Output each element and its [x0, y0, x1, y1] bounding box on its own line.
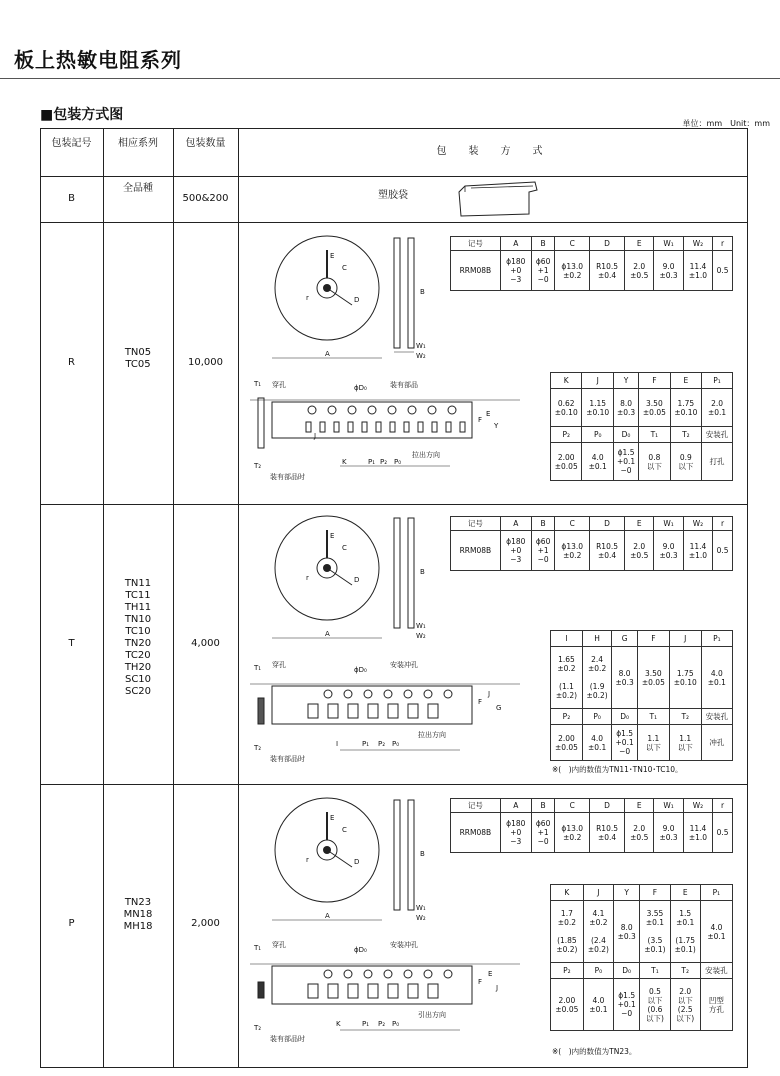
tape-p-p2: P₂: [378, 1020, 386, 1028]
reel-r-v8: 0.5: [713, 251, 733, 291]
tape-r-when-mounted: 装有部品时: [270, 473, 305, 481]
tape-p-t2: T₂: [254, 1024, 262, 1032]
reel-r-h0: 记号: [451, 237, 501, 251]
reel-r-v1: ϕ180 +0 −3: [500, 251, 531, 291]
tape-r-mounted: 装有部品: [390, 381, 418, 389]
tape-r-e: E: [486, 410, 491, 418]
row-b-series: 全品種: [123, 183, 153, 194]
row-r-code: R: [68, 357, 75, 368]
tape-p-mounting-hole: 安装冲孔: [390, 941, 418, 949]
tape-r-j: J: [314, 432, 317, 440]
tape-r-v1-5: 2.0 ±0.1: [702, 389, 733, 427]
reel-r-h1: A: [500, 237, 531, 251]
tape-r-hole: 穿孔: [272, 381, 286, 389]
reel-t-v7: 11.4 ±1.0: [683, 531, 712, 571]
tape-t-g: G: [496, 704, 502, 712]
reel-r-v4: R10.5 ±0.4: [590, 251, 625, 291]
reel-t-h1: A: [500, 517, 531, 531]
tape-p-t1: T₁: [254, 944, 262, 952]
reel-r-label-c: C: [342, 264, 347, 272]
tape-p-v1-5: 4.0 ±0.1: [700, 901, 732, 963]
tape-spec-table-r: [550, 372, 733, 481]
reel-p-h7: W₂: [683, 799, 712, 813]
tape-t-h1-1: H: [582, 631, 611, 647]
tape-r-v1-2: 8.0 ±0.3: [613, 389, 638, 427]
tape-r-v2-5: 打孔: [702, 443, 733, 481]
reel-p-label-r: r: [306, 856, 309, 864]
tape-r-p1: P₁: [368, 458, 376, 466]
header-qty: 包装数量: [185, 138, 226, 149]
reel-r-label-w1: W₁: [416, 342, 426, 350]
row-p-qty: 2,000: [191, 918, 220, 929]
tape-r-p0: P₀: [394, 458, 402, 466]
tape-t-v2-3: 1.1 以下: [637, 725, 669, 761]
tape-p-h2-3: T₁: [640, 963, 670, 979]
reel-p-label-d: D: [354, 858, 360, 866]
row-t-qty: 4,000: [191, 638, 220, 649]
reel-r-h6: W₁: [654, 237, 683, 251]
reel-t-v5: 2.0 ±0.5: [625, 531, 654, 571]
tape-t-note: ※( )内的数值为TN11･TN10･TC10。: [552, 765, 683, 774]
reel-p-label-w2: W₂: [416, 914, 426, 922]
tape-t-p0: P₀: [392, 740, 400, 748]
tape-t-v2-0: 2.00 ±0.05: [551, 725, 583, 761]
reel-r-label-d: D: [354, 296, 360, 304]
row-p-series: TN23 MN18 MH18: [123, 897, 153, 932]
reel-t-h8: r: [713, 517, 733, 531]
tape-spec-table-p: [550, 884, 733, 1031]
reel-t-h7: W₂: [683, 517, 712, 531]
reel-r-h7: W₂: [683, 237, 712, 251]
tape-p-v2-4: 2.0 以下 (2.5 以下): [670, 979, 700, 1031]
tape-p-e: E: [488, 970, 493, 978]
reel-p-label-a: A: [325, 912, 330, 920]
tape-p-h2-2: D₀: [614, 963, 640, 979]
reel-p-h2: B: [531, 799, 555, 813]
reel-p-label-e: E: [330, 814, 335, 822]
tape-r-d0: ϕD₀: [354, 384, 367, 392]
tape-t-h1-5: P₁: [701, 631, 732, 647]
tape-r-h1-1: J: [582, 373, 613, 389]
reel-r-label-b: B: [420, 288, 425, 296]
reel-drawing-t: [262, 510, 442, 650]
tape-t-v2-5: 冲孔: [701, 725, 732, 761]
tape-r-v2-0: 2.00 ±0.05: [551, 443, 582, 481]
reel-p-v4: R10.5 ±0.4: [590, 813, 625, 853]
tape-p-hole: 穿孔: [272, 941, 286, 949]
tape-t-f: F: [478, 698, 483, 706]
unit-note: 单位：mm Unit：mm: [682, 119, 770, 128]
tape-r-p2: P₂: [380, 458, 388, 466]
tape-t-hole: 穿孔: [272, 661, 286, 669]
reel-t-label-c: C: [342, 544, 347, 552]
tape-t-h2-3: T₁: [637, 709, 669, 725]
tape-r-f: F: [478, 416, 483, 424]
tape-p-v1-3: 3.55 ±0.1 (3.5 ±0.1): [640, 901, 670, 963]
tape-t-v1-2: 8.0 ±0.3: [612, 647, 638, 709]
tape-r-h2-3: T₁: [639, 427, 670, 443]
tape-r-h1-5: P₁: [702, 373, 733, 389]
row-b-code: B: [68, 193, 75, 204]
reel-t-label-d: D: [354, 576, 360, 584]
tape-t-h2-5: 安装孔: [701, 709, 732, 725]
reel-t-v3: ϕ13.0 ±0.2: [555, 531, 590, 571]
reel-t-h6: W₁: [654, 517, 683, 531]
tape-p-h2-0: P₂: [551, 963, 584, 979]
reel-t-label-e: E: [330, 532, 335, 540]
tape-spec-table-t: [550, 630, 733, 761]
reel-t-h2: B: [531, 517, 555, 531]
reel-r-v6: 9.0 ±0.3: [654, 251, 683, 291]
header-series: 相应系列: [118, 138, 158, 149]
reel-t-label-a: A: [325, 630, 330, 638]
tape-p-h1-2: Y: [614, 885, 640, 901]
tape-t-t1: T₁: [254, 664, 262, 672]
reel-p-label-w1: W₁: [416, 904, 426, 912]
tape-p-v1-2: 8.0 ±0.3: [614, 901, 640, 963]
tape-t-h1-4: J: [669, 631, 701, 647]
plastic-bag-drawing: [455, 178, 545, 220]
reel-p-h1: A: [500, 799, 531, 813]
reel-drawing-r: [262, 230, 442, 370]
reel-p-v1: ϕ180 +0 −3: [500, 813, 531, 853]
tape-t-v2-1: 4.0 ±0.1: [582, 725, 611, 761]
tape-r-h2-4: T₂: [670, 427, 701, 443]
reel-t-h4: D: [590, 517, 625, 531]
tape-r-v2-4: 0.9 以下: [670, 443, 701, 481]
tape-t-p1: P₁: [362, 740, 370, 748]
tape-r-h1-3: F: [639, 373, 670, 389]
reel-p-label-c: C: [342, 826, 347, 834]
tape-p-j: J: [496, 984, 499, 992]
tape-r-h1-4: E: [670, 373, 701, 389]
reel-p-v8: 0.5: [713, 813, 733, 853]
tape-r-v2-3: 0.8 以下: [639, 443, 670, 481]
reel-t-label-w1: W₁: [416, 622, 426, 630]
tape-p-h1-0: K: [551, 885, 584, 901]
reel-r-label-a: A: [325, 350, 330, 358]
tape-p-h1-4: E: [670, 885, 700, 901]
tape-t-v1-5: 4.0 ±0.1: [701, 647, 732, 709]
tape-t-v2-2: ϕ1.5 +0.1 −0: [612, 725, 638, 761]
tape-p-v2-2: ϕ1.5 +0.1 −0: [614, 979, 640, 1031]
tape-t-h1-0: I: [551, 631, 583, 647]
section-title: ■包装方式图: [40, 107, 124, 123]
tape-r-v2-2: ϕ1.5 +0.1 −0: [613, 443, 638, 481]
header-method: 包 装 方 式: [436, 146, 549, 157]
tape-drawing-r: [250, 378, 530, 488]
tape-p-v1-1: 4.1 ±0.2 (2.4 ±0.2): [583, 901, 613, 963]
tape-p-h2-5: 安装孔: [700, 963, 732, 979]
row-b-method: 塑胶袋: [378, 190, 408, 201]
reel-p-label-b: B: [420, 850, 425, 858]
tape-p-h2-1: P₀: [583, 963, 613, 979]
tape-t-mounting-hole: 安装冲孔: [390, 661, 418, 669]
tape-r-h2-1: P₀: [582, 427, 613, 443]
tape-t-h1-3: F: [637, 631, 669, 647]
reel-r-h3: C: [555, 237, 590, 251]
tape-r-t2: T₂: [254, 462, 262, 470]
reel-p-v7: 11.4 ±1.0: [683, 813, 712, 853]
tape-p-v2-3: 0.5 以下 (0.6 以下): [640, 979, 670, 1031]
tape-r-h1-2: Y: [613, 373, 638, 389]
tape-r-t1: T₁: [254, 380, 262, 388]
tape-drawing-t: [250, 658, 530, 768]
row-b-qty: 500&200: [182, 193, 229, 204]
row-t-code: T: [68, 638, 75, 649]
reel-p-v6: 9.0 ±0.3: [654, 813, 683, 853]
reel-p-v5: 2.0 ±0.5: [625, 813, 654, 853]
tape-p-h1-5: P₁: [700, 885, 732, 901]
reel-drawing-p: [262, 792, 442, 932]
tape-t-h1-2: G: [612, 631, 638, 647]
tape-p-p0: P₀: [392, 1020, 400, 1028]
tape-r-pull-dir: 拉出方向: [412, 451, 440, 459]
row-r-qty: 10,000: [188, 357, 223, 368]
reel-p-h6: W₁: [654, 799, 683, 813]
tape-t-v1-0: 1.65 ±0.2 (1.1 ±0.2): [551, 647, 583, 709]
reel-r-h2: B: [531, 237, 555, 251]
tape-t-v1-4: 1.75 ±0.10: [669, 647, 701, 709]
reel-spec-table-p: [450, 798, 733, 853]
reel-r-v2: ϕ60 +1 −0: [531, 251, 555, 291]
tape-p-v1-0: 1.7 ±0.2 (1.85 ±0.2): [551, 901, 584, 963]
tape-t-h2-1: P₀: [582, 709, 611, 725]
tape-p-v1-4: 1.5 ±0.1 (1.75 ±0.1): [670, 901, 700, 963]
tape-t-h2-2: D₀: [612, 709, 638, 725]
tape-p-v2-0: 2.00 ±0.05: [551, 979, 584, 1031]
row-r-series: TN05 TC05: [124, 347, 152, 370]
tape-t-p2: P₂: [378, 740, 386, 748]
tape-drawing-p: [250, 938, 530, 1048]
reel-p-h8: r: [713, 799, 733, 813]
tape-r-h2-2: D₀: [613, 427, 638, 443]
reel-t-v1: ϕ180 +0 −3: [500, 531, 531, 571]
page-title: 板上热敏电阻系列: [14, 48, 182, 72]
tape-r-h1-0: K: [551, 373, 582, 389]
tape-p-v2-1: 4.0 ±0.1: [583, 979, 613, 1031]
reel-t-label-w2: W₂: [416, 632, 426, 640]
reel-t-v2: ϕ60 +1 −0: [531, 531, 555, 571]
reel-p-h3: C: [555, 799, 590, 813]
reel-p-v2: ϕ60 +1 −0: [531, 813, 555, 853]
tape-p-p1: P₁: [362, 1020, 370, 1028]
tape-t-t2: T₂: [254, 744, 262, 752]
tape-t-j: J: [488, 690, 491, 698]
tape-t-v1-3: 3.50 ±0.05: [637, 647, 669, 709]
reel-p-h5: E: [625, 799, 654, 813]
reel-t-h3: C: [555, 517, 590, 531]
tape-p-h2-4: T₂: [670, 963, 700, 979]
tape-r-v1-0: 0.62 ±0.10: [551, 389, 582, 427]
reel-spec-table-t: [450, 516, 733, 571]
tape-r-v1-1: 1.15 ±0.10: [582, 389, 613, 427]
tape-p-h1-1: J: [583, 885, 613, 901]
reel-r-label-e: E: [330, 252, 335, 260]
tape-t-h2-0: P₂: [551, 709, 583, 725]
tape-t-v2-4: 1.1 以下: [669, 725, 701, 761]
row-t-series: TN11 TC11 TH11 TN10 TC10 TN20 TC20 TH20 SC10 SC20: [124, 578, 152, 697]
reel-t-h5: E: [625, 517, 654, 531]
reel-r-h8: r: [713, 237, 733, 251]
reel-r-label-r: r: [306, 294, 309, 302]
reel-r-h5: E: [625, 237, 654, 251]
reel-p-v3: ϕ13.0 ±0.2: [555, 813, 590, 853]
reel-r-label-w2: W₂: [416, 352, 426, 360]
reel-r-v0: RRM08B: [451, 251, 501, 291]
reel-r-v5: 2.0 ±0.5: [625, 251, 654, 291]
tape-t-when-mounted: 装有部品时: [270, 755, 305, 763]
tape-r-v1-3: 3.50 ±0.05: [639, 389, 670, 427]
tape-t-d0: ϕD₀: [354, 666, 367, 674]
tape-p-lead-dir: 引出方向: [418, 1011, 446, 1019]
row-p-code: P: [68, 918, 75, 929]
tape-p-h1-3: F: [640, 885, 670, 901]
reel-r-h4: D: [590, 237, 625, 251]
reel-p-h0: 记号: [451, 799, 501, 813]
tape-r-v2-1: 4.0 ±0.1: [582, 443, 613, 481]
reel-t-label-r: r: [306, 574, 309, 582]
reel-t-label-b: B: [420, 568, 425, 576]
tape-r-h2-0: P₂: [551, 427, 582, 443]
reel-t-v4: R10.5 ±0.4: [590, 531, 625, 571]
tape-r-h2-5: 安装孔: [702, 427, 733, 443]
tape-p-d0: ϕD₀: [354, 946, 367, 954]
tape-r-y: Y: [494, 422, 499, 430]
tape-p-v2-5: 凹型 方孔: [700, 979, 732, 1031]
tape-t-i: I: [336, 740, 339, 748]
tape-p-when-mounted: 装有部品时: [270, 1035, 305, 1043]
reel-p-v0: RRM08B: [451, 813, 501, 853]
tape-r-k: K: [342, 458, 347, 466]
tape-p-k: K: [336, 1020, 341, 1028]
tape-r-v1-4: 1.75 ±0.10: [670, 389, 701, 427]
reel-p-h4: D: [590, 799, 625, 813]
tape-t-h2-4: T₂: [669, 709, 701, 725]
reel-r-v3: ϕ13.0 ±0.2: [555, 251, 590, 291]
tape-t-pull-dir: 拉出方向: [418, 731, 446, 739]
reel-t-v8: 0.5: [713, 531, 733, 571]
reel-t-v6: 9.0 ±0.3: [654, 531, 683, 571]
tape-t-v1-1: 2.4 ±0.2 (1.9 ±0.2): [582, 647, 611, 709]
reel-t-v0: RRM08B: [451, 531, 501, 571]
header-code: 包装記号: [51, 138, 92, 149]
tape-p-f: F: [478, 978, 483, 986]
reel-t-h0: 记号: [451, 517, 501, 531]
title-divider: [0, 78, 780, 79]
reel-spec-table-r: [450, 236, 733, 291]
reel-r-v7: 11.4 ±1.0: [683, 251, 712, 291]
tape-p-note: ※( )内的数值为TN23。: [552, 1047, 637, 1056]
